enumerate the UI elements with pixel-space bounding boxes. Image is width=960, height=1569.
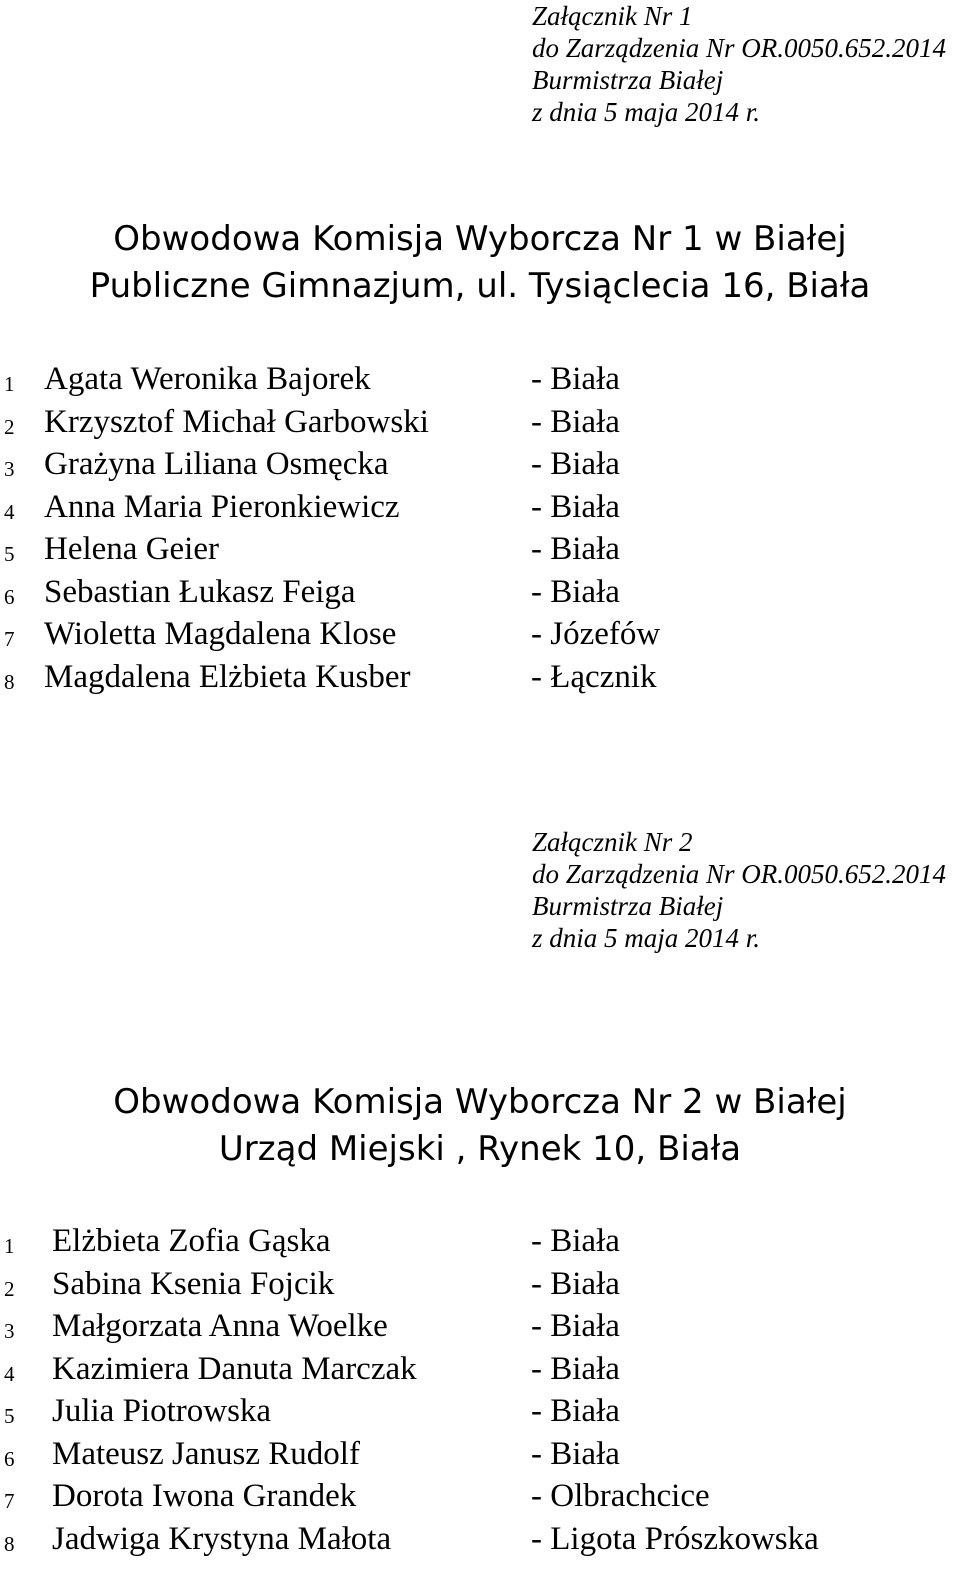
- member-number: 1: [4, 372, 15, 396]
- member-place: - Biała: [531, 1265, 620, 1302]
- member-row: [0, 1222, 960, 1265]
- member-row: [0, 1520, 960, 1563]
- annex-header-2: [532, 826, 946, 954]
- member-place: - Biała: [531, 1223, 620, 1259]
- member-number: 4: [4, 499, 15, 524]
- commission-location: Publiczne Gimnazjum, ul. Tysiąclecia 16, Biała: [89, 266, 871, 306]
- member-row: [0, 1477, 960, 1520]
- member-place: - Łącznik: [531, 658, 657, 695]
- member-number: 8: [4, 1531, 15, 1556]
- member-row: [0, 488, 960, 531]
- member-place: - Biała: [531, 531, 620, 567]
- member-row: [0, 573, 960, 616]
- member-row: [0, 445, 960, 488]
- member-name: Mateusz Janusz Rudolf: [52, 1435, 360, 1472]
- annex-ordinance: do Zarządzenia Nr OR.0050.652.2014: [532, 33, 947, 63]
- member-number: 7: [4, 1489, 15, 1513]
- member-name: Kazimiera Danuta Marczak: [52, 1350, 417, 1387]
- member-name: Sebastian Łukasz Feiga: [44, 573, 356, 610]
- member-number: 5: [4, 1404, 15, 1428]
- member-name: Dorota Iwona Grandek: [52, 1478, 357, 1514]
- member-number: 6: [4, 1446, 15, 1471]
- member-place: - Biała: [531, 1435, 620, 1472]
- annex-ordinance: do Zarządzenia Nr OR.0050.652.2014: [532, 859, 947, 889]
- member-name: Anna Maria Pieronkiewicz: [44, 488, 400, 525]
- member-row: [0, 530, 960, 573]
- commission-location: Urząd Miejski , Rynek 10, Biała: [218, 1129, 742, 1169]
- member-list-1: [0, 360, 960, 700]
- member-place: - Biała: [531, 1308, 620, 1344]
- member-name: Wioletta Magdalena Klose: [44, 616, 397, 652]
- member-number: 2: [4, 414, 15, 439]
- member-place: - Biała: [531, 361, 620, 397]
- member-name: Sabina Ksenia Fojcik: [52, 1265, 335, 1302]
- member-place: - Biała: [531, 1393, 620, 1429]
- member-number: 1: [4, 1234, 15, 1258]
- member-name: Elżbieta Zofia Gąska: [52, 1223, 331, 1259]
- commission-title: Obwodowa Komisja Wyborcza Nr 2 w Białej: [113, 1082, 847, 1122]
- member-name: Krzysztof Michał Garbowski: [44, 403, 429, 440]
- member-row: [0, 1435, 960, 1478]
- member-row: [0, 1265, 960, 1308]
- member-place: - Olbrachcice: [531, 1478, 710, 1514]
- member-name: Małgorzata Anna Woelke: [52, 1308, 388, 1344]
- member-row: [0, 403, 960, 446]
- member-place: - Biała: [531, 488, 620, 525]
- member-number: 8: [4, 669, 15, 694]
- member-name: Julia Piotrowska: [52, 1393, 272, 1429]
- member-name: Jadwiga Krystyna Małota: [52, 1520, 392, 1557]
- member-number: 2: [4, 1276, 15, 1301]
- member-number: 6: [4, 584, 15, 609]
- member-number: 3: [4, 457, 15, 481]
- member-place: - Biała: [531, 446, 620, 482]
- member-place: - Biała: [531, 1350, 620, 1387]
- commission-heading-2: [0, 1079, 960, 1173]
- member-number: 7: [4, 627, 15, 651]
- member-row: [0, 1350, 960, 1393]
- annex-issuer: Burmistrza Białej: [532, 65, 724, 95]
- annex-header-1: [532, 0, 946, 128]
- member-number: 3: [4, 1319, 15, 1343]
- member-list-2: [0, 1222, 960, 1562]
- member-number: 4: [4, 1361, 15, 1386]
- annex-date: z dnia 5 maja 2014 r.: [532, 97, 761, 127]
- annex-title: Załącznik Nr 2: [532, 827, 693, 857]
- member-row: [0, 615, 960, 658]
- annex-title: Załącznik Nr 1: [532, 1, 693, 31]
- annex-issuer: Burmistrza Białej: [532, 891, 724, 921]
- member-row: [0, 658, 960, 701]
- member-row: [0, 1392, 960, 1435]
- member-name: Magdalena Elżbieta Kusber: [44, 658, 411, 695]
- member-place: - Biała: [531, 403, 620, 440]
- annex-date: z dnia 5 maja 2014 r.: [532, 923, 761, 953]
- member-row: [0, 360, 960, 403]
- member-row: [0, 1307, 960, 1350]
- commission-title: Obwodowa Komisja Wyborcza Nr 1 w Białej: [113, 219, 847, 259]
- member-name: Helena Geier: [44, 531, 219, 567]
- member-name: Agata Weronika Bajorek: [44, 361, 371, 397]
- commission-heading-1: [0, 216, 960, 310]
- member-place: - Biała: [531, 573, 620, 610]
- member-place: - Ligota Prószkowska: [531, 1520, 819, 1557]
- member-place: - Józefów: [531, 616, 661, 652]
- member-name: Grażyna Liliana Osmęcka: [44, 446, 389, 482]
- member-number: 5: [4, 542, 15, 566]
